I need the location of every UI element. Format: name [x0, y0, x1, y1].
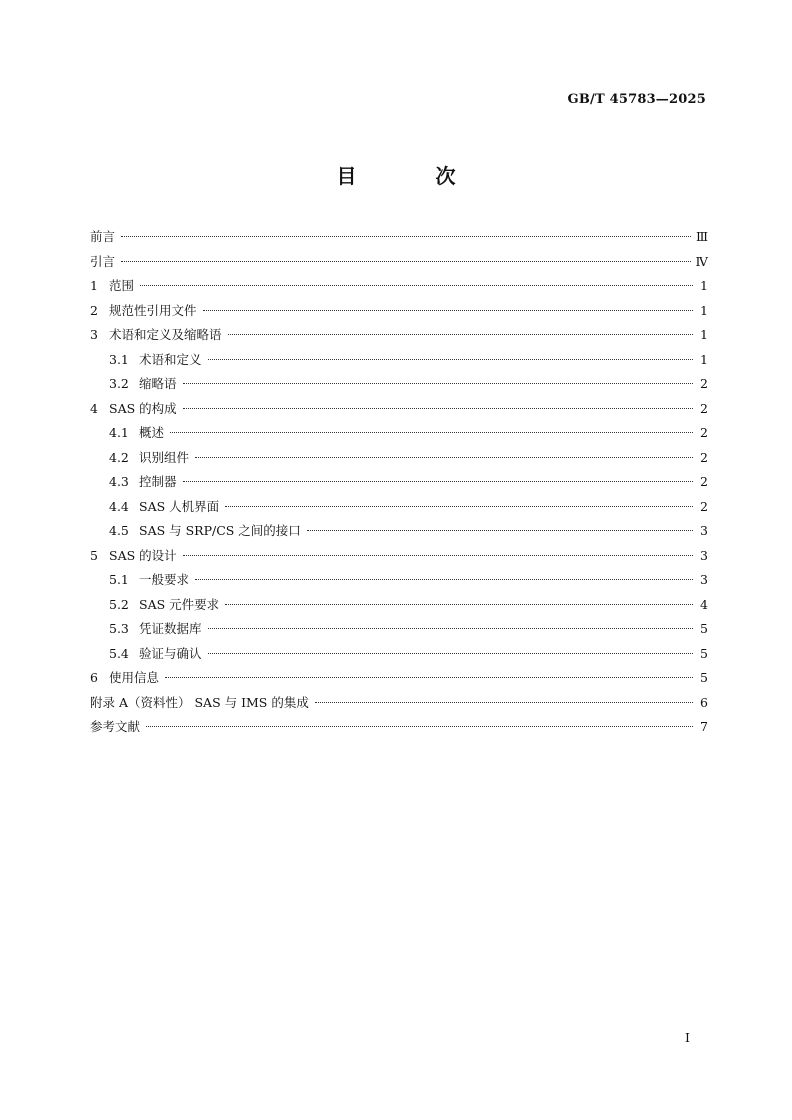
dot-leader [183, 555, 693, 556]
toc-entry-page: 4 [700, 596, 708, 612]
toc-entry-page: 2 [700, 449, 708, 465]
table-of-contents [90, 225, 708, 740]
toc-entry-label: 概述 [139, 425, 165, 440]
toc-entry-label: 前言 [90, 229, 116, 244]
toc-entry-number: 5.1 [109, 572, 129, 587]
toc-entry-page: 7 [700, 719, 708, 734]
dot-leader [183, 383, 693, 384]
toc-entry[interactable] [90, 446, 708, 471]
toc-entry-page: Ⅲ [695, 229, 708, 244]
toc-title: 目 次 [336, 164, 492, 188]
dot-leader [208, 359, 693, 360]
toc-entry[interactable] [90, 372, 708, 397]
toc-entry-label: 术语和定义 [139, 351, 202, 367]
toc-entry-page: 1 [700, 302, 708, 318]
toc-entry-page: 1 [700, 278, 708, 293]
toc-entry-number: 3.2 [109, 376, 129, 391]
toc-entry[interactable] [90, 544, 708, 569]
dot-leader [203, 310, 693, 311]
toc-entry-label: SAS 的构成 [109, 400, 177, 416]
toc-entry[interactable] [90, 397, 708, 422]
toc-entry[interactable] [90, 323, 708, 348]
toc-entry-page: 3 [700, 572, 708, 587]
toc-entry-page: 6 [700, 694, 708, 710]
dot-leader [170, 432, 693, 433]
toc-entry-page: 5 [700, 621, 708, 636]
toc-entry-page: 1 [700, 327, 708, 342]
dot-leader [195, 457, 693, 458]
toc-entry-label: 凭证数据库 [139, 621, 202, 636]
toc-entry[interactable] [90, 495, 708, 520]
toc-entry-label: SAS 元件要求 [139, 596, 220, 612]
toc-entry-label: 验证与确认 [139, 645, 202, 661]
dot-leader [315, 702, 693, 703]
dot-leader [165, 677, 693, 678]
toc-entry[interactable] [90, 348, 708, 373]
toc-entry-number: 5.2 [109, 596, 129, 612]
toc-entry-label: SAS 人机界面 [139, 498, 220, 514]
toc-entry[interactable] [90, 299, 708, 324]
toc-entry-page: 1 [700, 351, 708, 367]
toc-entry[interactable] [90, 666, 708, 691]
toc-entry-number: 4.3 [109, 474, 129, 489]
toc-entry-page: 2 [700, 474, 708, 489]
toc-entry[interactable] [90, 421, 708, 446]
dot-leader [140, 285, 693, 286]
toc-entry[interactable] [90, 715, 708, 740]
dot-leader [208, 628, 693, 629]
toc-entry[interactable] [90, 225, 708, 250]
page-number: I [685, 1030, 690, 1045]
toc-entry-label: SAS 的设计 [109, 547, 177, 563]
standard-code: GB/T 45783—2025 [567, 92, 706, 107]
toc-entry-number: 2 [90, 302, 98, 318]
toc-entry-number: 3.1 [109, 351, 129, 367]
toc-entry-label: 缩略语 [139, 376, 177, 391]
toc-entry-label: SAS 与 SRP/CS 之间的接口 [139, 523, 301, 538]
toc-entry-page: 5 [700, 670, 708, 685]
dot-leader [121, 261, 690, 262]
toc-entry-page: 3 [700, 547, 708, 563]
toc-entry[interactable] [90, 250, 708, 275]
dot-leader [183, 408, 693, 409]
toc-entry-label: 识别组件 [139, 449, 190, 465]
dot-leader [208, 653, 693, 654]
toc-entry[interactable] [90, 470, 708, 495]
dot-leader [183, 481, 693, 482]
toc-entry-page: 5 [700, 645, 708, 661]
dot-leader [195, 579, 693, 580]
toc-entry[interactable] [90, 568, 708, 593]
toc-entry-label: 参考文献 [90, 719, 141, 734]
toc-entry-number: 5.4 [109, 645, 129, 661]
toc-entry-number: 4.4 [109, 498, 129, 514]
dot-leader [225, 604, 693, 605]
toc-entry-page: 3 [700, 523, 708, 538]
dot-leader [228, 334, 693, 335]
toc-entry[interactable] [90, 617, 708, 642]
toc-entry-label: 范围 [109, 278, 135, 293]
toc-entry[interactable] [90, 593, 708, 618]
toc-entry-page: 2 [700, 400, 708, 416]
toc-entry-page: Ⅳ [695, 253, 708, 269]
toc-entry-number: 4.2 [109, 449, 129, 465]
toc-entry-number: 3 [90, 327, 98, 342]
toc-entry-label: 术语和定义及缩略语 [109, 327, 222, 342]
dot-leader [146, 726, 693, 727]
toc-entry-number: 5.3 [109, 621, 129, 636]
toc-entry[interactable] [90, 519, 708, 544]
toc-entry-number: 4.5 [109, 523, 129, 538]
toc-entry-label: 引言 [90, 253, 116, 269]
toc-entry-number: 5 [90, 547, 98, 563]
toc-entry-page: 2 [700, 498, 708, 514]
toc-entry-number: 4.1 [109, 425, 129, 440]
toc-entry[interactable] [90, 691, 708, 716]
toc-entry-label: 附录 A（资料性） SAS 与 IMS 的集成 [90, 694, 309, 710]
toc-entry-page: 2 [700, 376, 708, 391]
toc-entry[interactable] [90, 274, 708, 299]
toc-entry-label: 规范性引用文件 [109, 302, 197, 318]
dot-leader [307, 530, 693, 531]
toc-entry-number: 4 [90, 400, 98, 416]
toc-entry-label: 一般要求 [139, 572, 190, 587]
toc-entry-number: 6 [90, 670, 98, 685]
toc-entry-label: 控制器 [139, 474, 177, 489]
dot-leader [225, 506, 693, 507]
toc-entry-page: 2 [700, 425, 708, 440]
toc-entry[interactable] [90, 642, 708, 667]
toc-entry-label: 使用信息 [109, 670, 160, 685]
dot-leader [121, 236, 691, 237]
toc-entry-number: 1 [90, 278, 98, 293]
